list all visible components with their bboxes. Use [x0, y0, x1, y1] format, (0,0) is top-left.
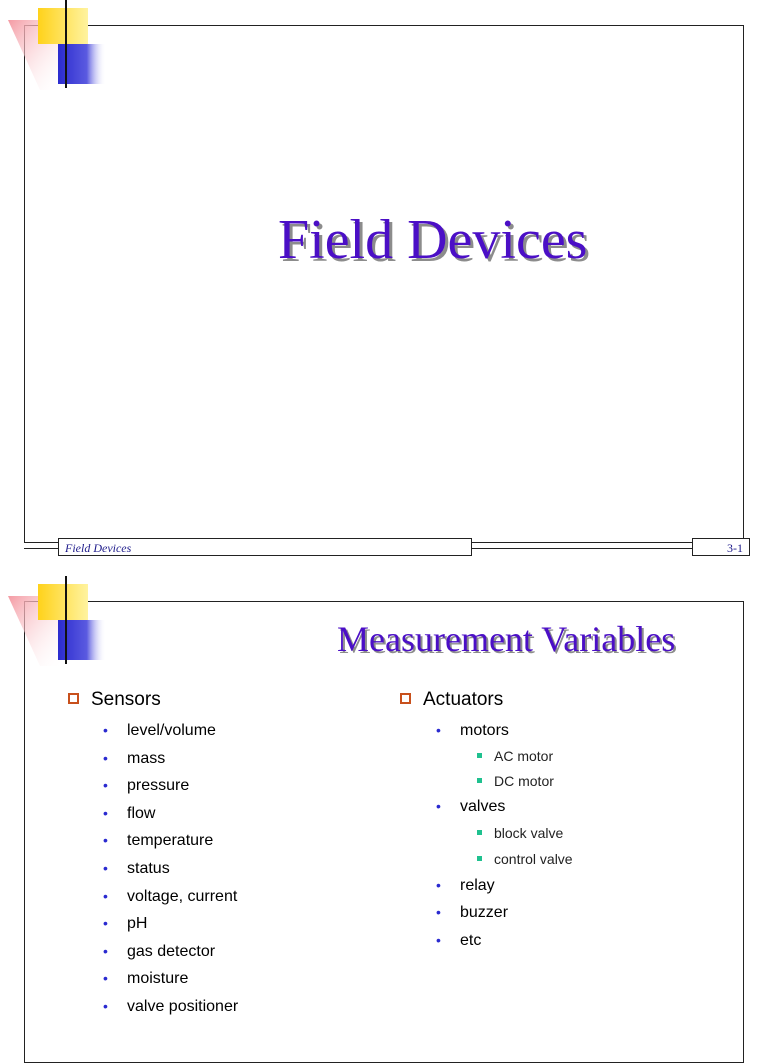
- square-bullet-icon: [400, 693, 411, 704]
- list-item: • moisture: [103, 970, 189, 988]
- dot-bullet-icon: •: [103, 804, 108, 821]
- list-item: • temperature: [103, 832, 214, 850]
- list-item-etc: • etc: [436, 932, 482, 949]
- list-item: • status: [103, 860, 170, 877]
- dot-bullet-icon: •: [103, 749, 108, 766]
- corner-decoration: [0, 576, 120, 676]
- slide-2: [0, 576, 768, 1024]
- actuators-heading: Actuators: [400, 689, 503, 711]
- list-item: • pH: [103, 915, 148, 933]
- dot-bullet-icon: •: [103, 998, 108, 1014]
- dot-bullet-icon: •: [103, 832, 108, 849]
- dot-bullet-icon: •: [103, 777, 108, 794]
- list-item: • valve positioner: [103, 998, 239, 1015]
- dot-bullet-icon: •: [436, 904, 441, 920]
- list-item: • pressure: [103, 777, 190, 795]
- list-item-ac-motor: AC motor: [494, 748, 553, 764]
- list-item-dc-motor: DC motor: [494, 773, 554, 789]
- square-bullet-icon: [68, 693, 79, 704]
- dot-bullet-icon: •: [103, 887, 108, 904]
- dot-bullet-icon: •: [103, 860, 108, 876]
- list-item-control-valve: control valve: [494, 851, 573, 867]
- dot-bullet-icon: •: [103, 970, 108, 987]
- list-item-relay: • relay: [436, 877, 495, 894]
- dot-bullet-icon: •: [436, 877, 441, 893]
- green-square-bullet-icon: [477, 856, 482, 861]
- list-item: • mass: [103, 749, 166, 767]
- dot-bullet-icon: •: [103, 915, 108, 932]
- list-item: • flow: [103, 804, 156, 822]
- dot-bullet-icon: •: [436, 722, 441, 738]
- green-square-bullet-icon: [477, 830, 482, 835]
- slide-title: Measurement Variables: [337, 619, 676, 659]
- list-item: • level/volume: [103, 722, 216, 739]
- list-item-motors: • motors: [436, 722, 509, 739]
- list-item-block-valve: block valve: [494, 825, 563, 841]
- dot-bullet-icon: •: [103, 942, 108, 959]
- corner-decoration: [0, 0, 120, 100]
- footer-label: Field Devices: [58, 538, 472, 556]
- dot-bullet-icon: •: [436, 798, 441, 814]
- list-item-buzzer: • buzzer: [436, 904, 509, 921]
- list-item-valves: • valves: [436, 798, 506, 815]
- slide-frame: [24, 25, 744, 543]
- green-square-bullet-icon: [477, 778, 482, 783]
- page-number: 3-1: [692, 538, 750, 556]
- dot-bullet-icon: •: [436, 932, 441, 948]
- dot-bullet-icon: •: [103, 722, 108, 738]
- sensors-heading: Sensors: [68, 689, 161, 711]
- green-square-bullet-icon: [477, 753, 482, 758]
- list-item: • voltage, current: [103, 887, 238, 905]
- slide-title: Field Devices: [278, 209, 588, 271]
- list-item: • gas detector: [103, 942, 216, 960]
